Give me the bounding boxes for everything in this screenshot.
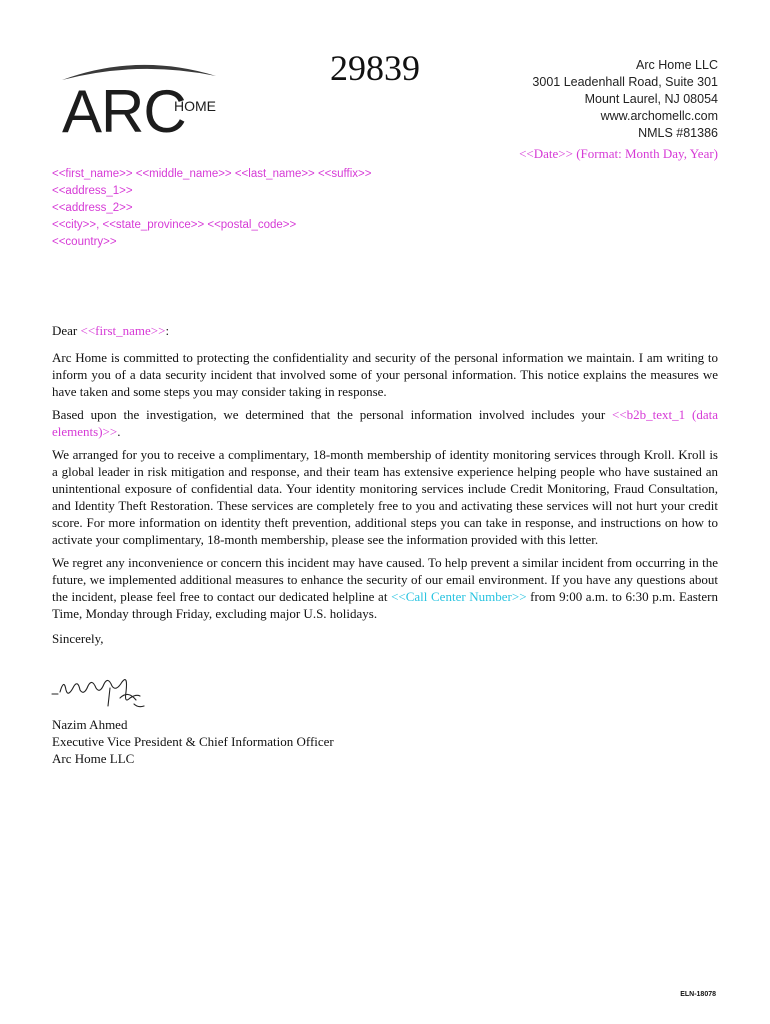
date-placeholder: <<Date>> (Format: Month Day, Year) bbox=[519, 146, 718, 161]
company-nmls: NMLS #81386 bbox=[638, 126, 718, 140]
letter-body bbox=[52, 322, 718, 653]
salutation bbox=[52, 322, 718, 339]
company-city-line: Mount Laurel, NJ 08054 bbox=[584, 92, 718, 106]
paragraph-intro: Arc Home is committed to protecting the confidentiality and security of the personal information we maintain. I am writing to inform you of a data security incident that involved some of your personal information. This notice explains the measures we have taken and some steps you may consider taking in response. bbox=[52, 350, 718, 399]
company-address-block bbox=[532, 57, 718, 142]
paragraph-regret bbox=[52, 554, 718, 622]
paragraph-investigation-end: . bbox=[117, 424, 121, 439]
paragraph-regret-text: We regret any inconvenience or concern this incident may have caused. To help prevent a similar incident from occurring in the future, we implemented additional measures to enhance the security of our email environment. If you have any questions about the incident, please feel free to contact our dedicated helpline at bbox=[52, 555, 718, 604]
signer-company: Arc Home LLC bbox=[52, 751, 135, 766]
salutation-suffix: : bbox=[165, 323, 170, 338]
company-street: 3001 Leadenhall Road, Suite 301 bbox=[532, 75, 718, 89]
signer-title: Executive Vice President & Chief Information Officer bbox=[52, 734, 334, 749]
recipient-name-line: <<first_name>> <<middle_name>> <<last_name>> <<suffix>> bbox=[52, 168, 372, 180]
signer-name: Nazim Ahmed bbox=[52, 717, 128, 732]
recipient-address-block bbox=[52, 166, 371, 251]
footer-code: ELN-18078 bbox=[680, 991, 716, 998]
call-center-number-placeholder: <<Call Center Number>> bbox=[391, 589, 527, 604]
paragraph-kroll-services: We arranged for you to receive a complimentary, 18-month membership of identity monitoring services through Kroll. Kroll is a global leader in risk mitigation and response, and their team has extensive experience helping people who have sustained an unintentional exposure of confidential data. Your identity monitoring services include Credit Monitoring, Fraud Consultation, and Identity Theft Restoration. These services are completely free to you and activating these services will not hurt your credit score. For more information on identity theft prevention, additional steps you can take in response, and instructions on how to activate your complimentary, 18-month membership, please see the information provided with this letter. bbox=[52, 447, 718, 547]
paragraph-investigation-text: Based upon the investigation, we determined that the personal information involved includes your bbox=[52, 407, 613, 422]
signer-block bbox=[52, 716, 334, 767]
company-name: Arc Home LLC bbox=[636, 58, 718, 72]
paragraph-regret-end: from 9:00 a.m. to 6:30 p.m. Eastern Time, Monday through Friday, excluding major U.S. holidays. bbox=[52, 589, 719, 621]
salutation-prefix: Dear bbox=[52, 323, 81, 338]
logo-home-text: HOME bbox=[174, 98, 216, 114]
recipient-city-line: <<city>>, <<state_province>> <<postal_code>> bbox=[52, 219, 297, 231]
handwritten-signature bbox=[50, 668, 150, 716]
recipient-address-2: <<address_2>> bbox=[52, 202, 133, 214]
company-website: www.archomellc.com bbox=[600, 109, 718, 123]
recipient-country: <<country>> bbox=[52, 236, 117, 248]
logo-arc-text: ARC bbox=[62, 78, 186, 138]
data-elements-placeholder: <<b2b_text_1 (data elements)>> bbox=[52, 407, 718, 439]
recipient-address-1: <<address_1>> bbox=[52, 185, 133, 197]
reference-number: 29839 bbox=[330, 48, 420, 88]
salutation-name-placeholder: <<first_name>> bbox=[80, 323, 166, 338]
paragraph-investigation bbox=[52, 406, 718, 440]
closing: Sincerely, bbox=[52, 631, 104, 646]
arc-home-logo bbox=[58, 58, 223, 138]
